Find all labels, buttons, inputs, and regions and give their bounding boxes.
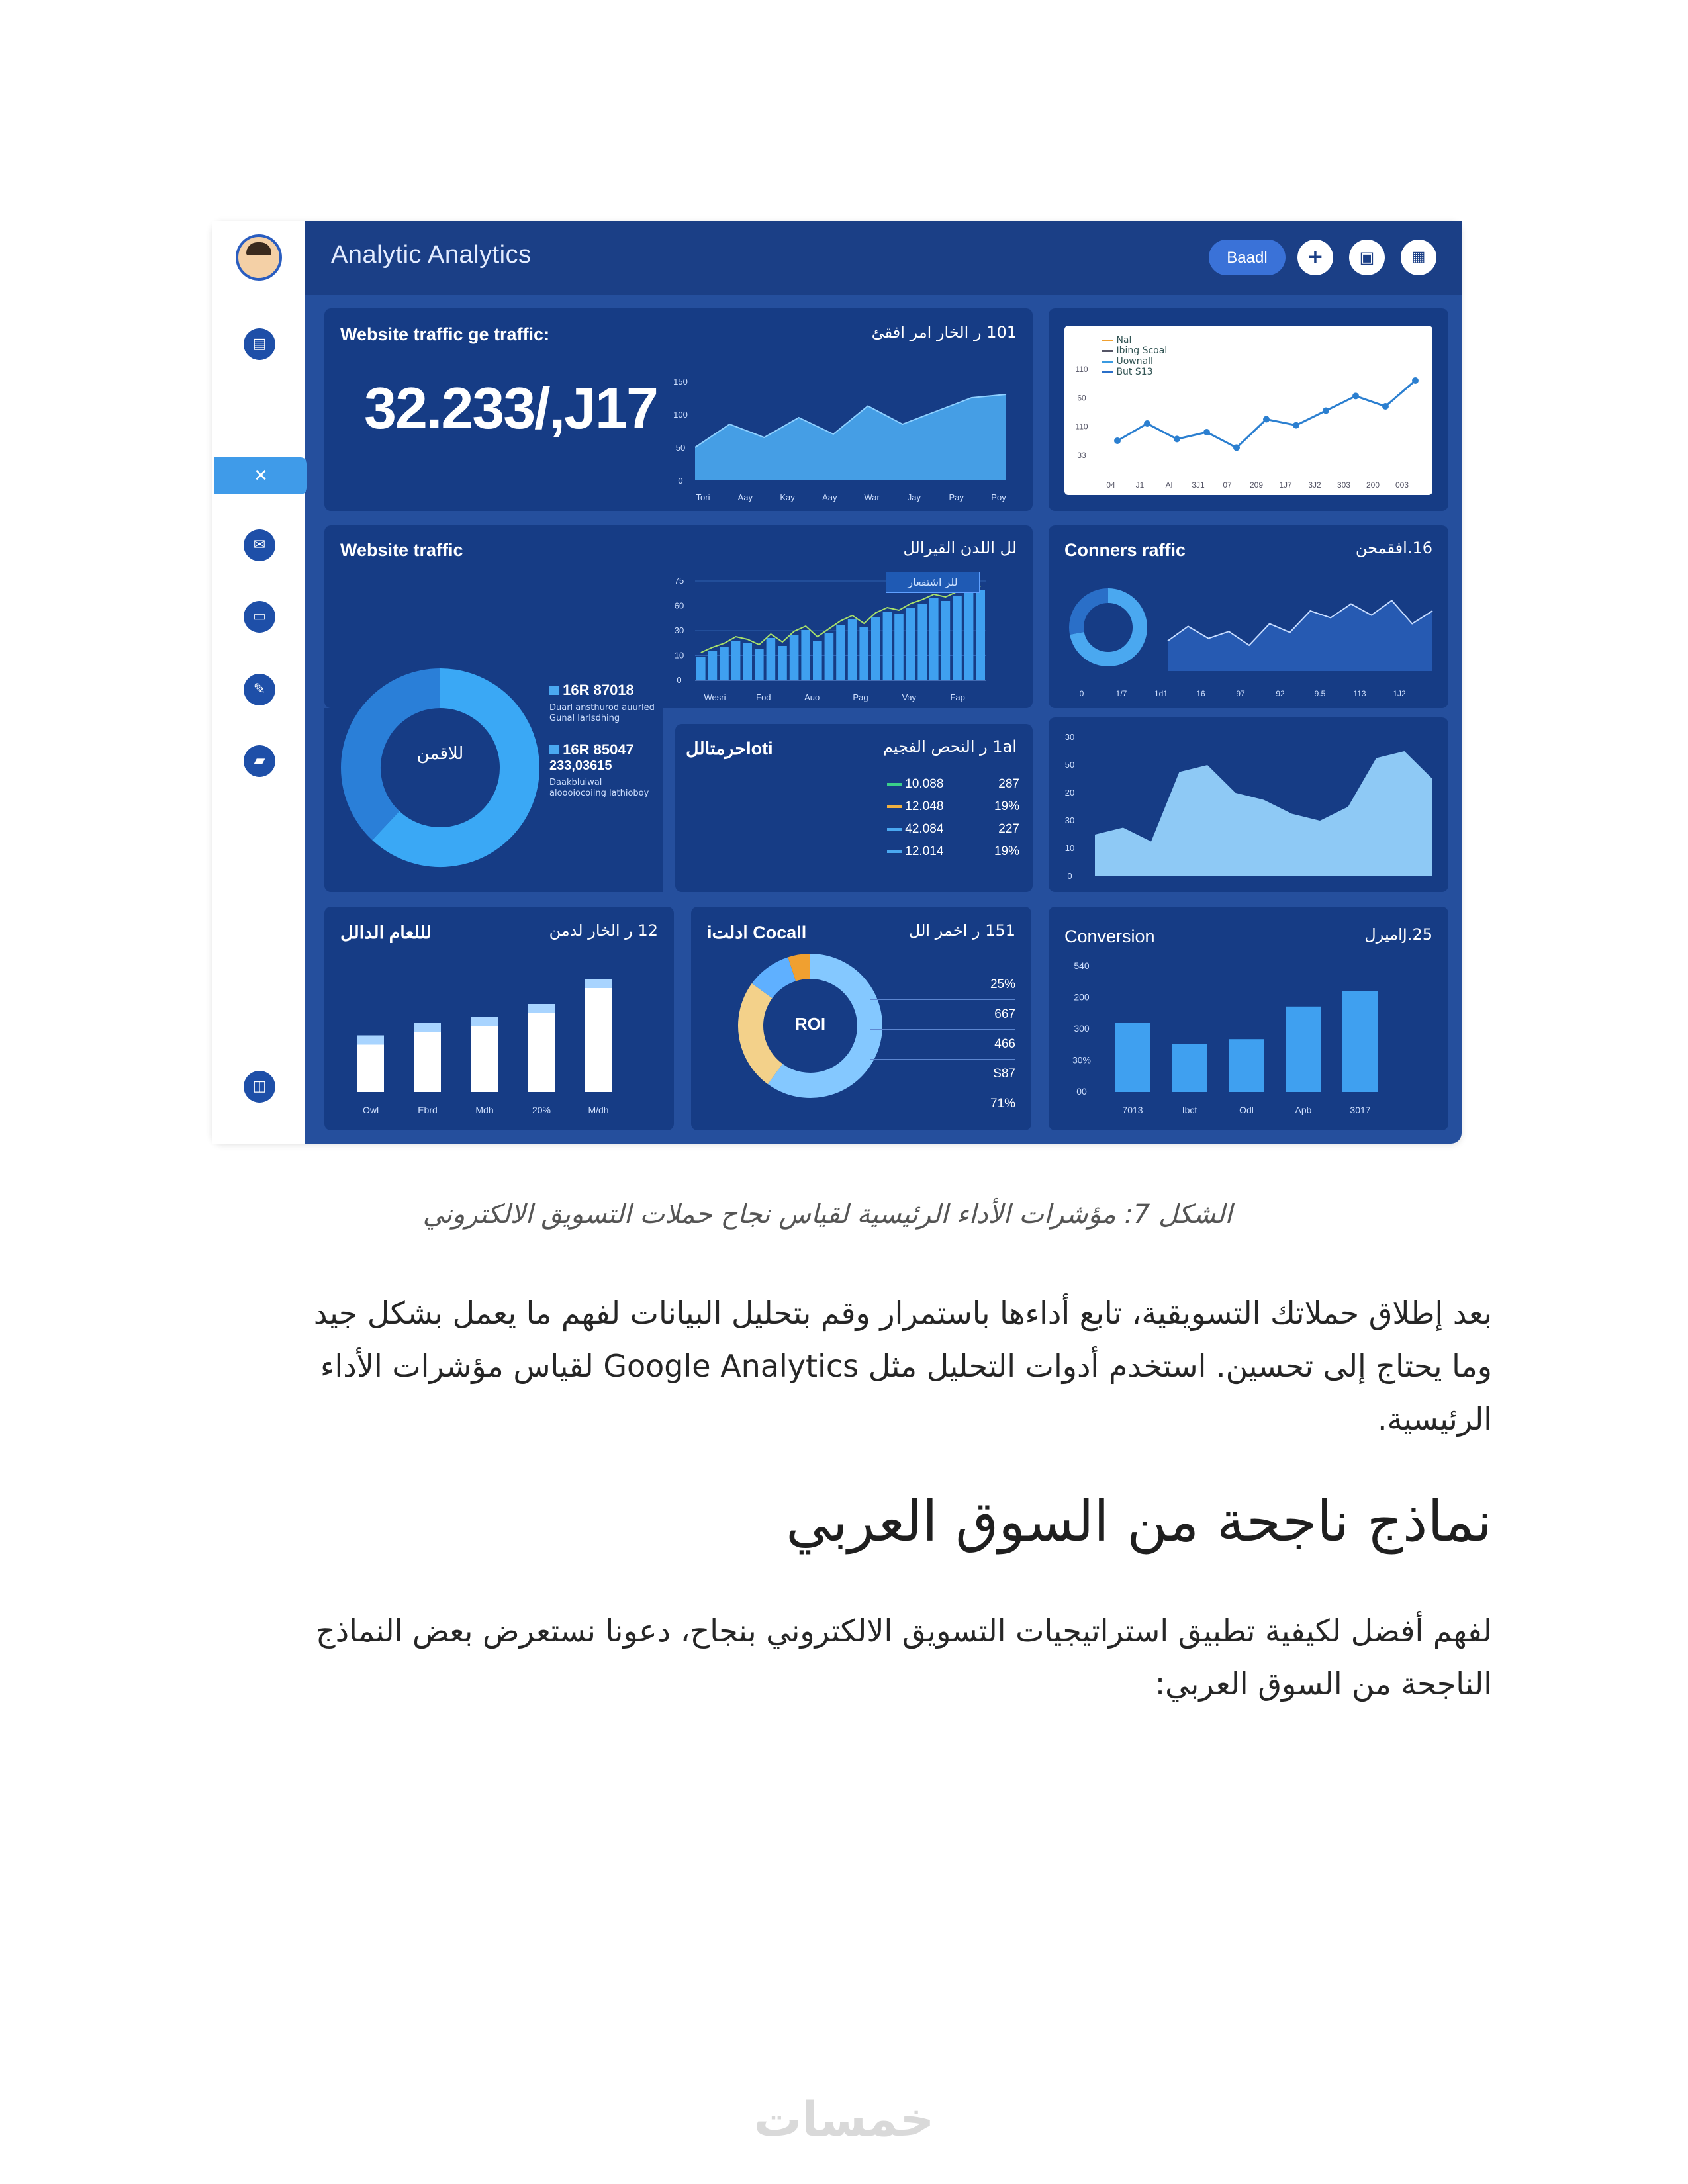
x-tick-label: 20% [532, 1105, 551, 1115]
donut-legend [549, 682, 655, 799]
card-title: Conversion [1064, 927, 1155, 946]
x-tick-label: 0 [1079, 689, 1084, 698]
legend-item: Ibing Scoal [1102, 345, 1167, 356]
card-title: Cocall ادلتi [707, 923, 807, 942]
card-title-secondary: J.25اميرل [1364, 925, 1432, 944]
area-fill [695, 394, 1006, 480]
bar [767, 638, 776, 680]
sidebar-header [212, 221, 305, 295]
y-tick-label: 0 [678, 476, 683, 486]
x-tick-label: 1J7 [1279, 480, 1292, 490]
x-tick-label: Jay [907, 492, 921, 502]
bar [917, 604, 927, 680]
grid-icon[interactable]: ▦ [1401, 240, 1436, 275]
bar [836, 625, 845, 680]
y-tick-label: 60 [674, 600, 684, 611]
data-point [1382, 403, 1389, 410]
x-tick-label: 1d1 [1154, 689, 1168, 698]
bar [1342, 991, 1378, 1092]
data-point [1203, 429, 1210, 435]
bar [696, 657, 706, 680]
paragraph-1 [195, 1287, 1492, 1445]
bar [941, 601, 951, 680]
legend-text: Daakbluiwal aloooiocoiing lathioboy [549, 778, 649, 798]
conversion-bar-chart [1055, 960, 1439, 1125]
footer-logo: خمسات [753, 2091, 935, 2147]
x-tick-label: Fap [950, 692, 965, 702]
bar [778, 646, 787, 680]
bar [894, 614, 904, 680]
y-tick-label: 60 [1077, 393, 1086, 403]
reports-icon[interactable]: ▤ [244, 328, 275, 360]
paragraph-2 [195, 1604, 1492, 1710]
x-tick-label: Wesri [704, 692, 726, 702]
white-chart-panel [1064, 326, 1432, 495]
legend-item: Nal [1102, 335, 1167, 345]
y-tick-label: 540 [1074, 960, 1090, 971]
bar [813, 641, 822, 680]
bar [743, 643, 752, 680]
area-fill [1168, 600, 1432, 671]
y-tick-label: 30% [1072, 1054, 1092, 1066]
mini-table [887, 773, 1019, 863]
avatar[interactable] [236, 234, 282, 281]
x-tick-label: Kay [780, 492, 795, 502]
data-point [1144, 420, 1150, 427]
donut-slice [792, 966, 810, 969]
figure-caption: الشكل 7: مؤشرات الأداء الرئيسية لقياس نجاح حملات التسويق الالكتروني [422, 1199, 1233, 1230]
x-tick-label: 200 [1366, 480, 1380, 490]
x-tick-label: Poy [991, 492, 1006, 502]
roi-center-label: ROI [794, 1014, 826, 1034]
card-website-traffic-donut [324, 682, 663, 892]
bar [801, 630, 810, 680]
bar-cap [471, 1017, 498, 1026]
total-traffic-value: 32.233/,J17 [364, 375, 657, 441]
card-title: Conners raffic [1064, 540, 1186, 560]
x-tick-label: 92 [1276, 689, 1285, 698]
card-title: لللعام الدالل [340, 923, 432, 942]
card-area-chart [1049, 717, 1448, 892]
x-tick-label: 113 [1353, 689, 1366, 698]
roi-value: 667 [870, 1000, 1015, 1030]
y-tick-label: 00 [1076, 1086, 1087, 1097]
y-tick-label: 10 [674, 650, 684, 660]
card-title-secondary: 101 ر الخار امر افقئ [871, 323, 1017, 341]
y-tick-label: 0 [677, 675, 682, 685]
x-tick-label: 303 [1336, 480, 1351, 490]
area-fill [1095, 751, 1432, 876]
bar [964, 593, 974, 680]
x-tick-label: Pay [949, 492, 964, 502]
y-tick-label: 20 [1064, 788, 1075, 797]
x-tick-label: Mdh [475, 1105, 494, 1115]
x-tick-label: Ibct [1182, 1105, 1197, 1115]
bar [953, 596, 962, 680]
x-tick-label: Pag [853, 692, 868, 702]
y-tick-label: 50 [1064, 760, 1075, 770]
bar [755, 649, 764, 680]
chat-icon[interactable]: ▣ [1349, 240, 1385, 275]
card-conversion-traffic [1049, 525, 1448, 708]
table-row: 12.048 19% [887, 796, 1019, 818]
table-row: 10.088 287 [887, 773, 1019, 796]
x-tick-label: 04 [1106, 480, 1115, 490]
card-traffic-top [324, 308, 1033, 511]
donut-center-label: للاقمن [416, 744, 464, 764]
section-heading: نماذج ناجحة من السوق العربي [786, 1489, 1492, 1554]
card-title-secondary: 12 ر الخار لدمن [549, 921, 658, 940]
bar [929, 598, 939, 680]
x-tick-label: 7013 [1122, 1105, 1143, 1115]
paragraph-line: لفهم أفضل لكيفية تطبيق استراتيجيات التسويق الالكتروني بنجاح، دعونا نستعرض بعض النماذج [315, 1613, 1492, 1649]
table-row: 12.014 19% [887, 841, 1019, 863]
legend-item: But S13 [1102, 367, 1167, 377]
y-tick-label: 0 [1067, 871, 1072, 881]
card-title-secondary: 1al ر النحص الفجيم [882, 737, 1017, 756]
folder-icon[interactable]: ▰ [244, 745, 275, 777]
paragraph-line: الرئيسية. [1377, 1401, 1492, 1437]
bar [976, 590, 985, 680]
legend-item: Uownall [1102, 356, 1167, 367]
x-tick-label: Aay [737, 492, 753, 502]
data-point [1412, 377, 1419, 384]
x-tick-label: 3J2 [1308, 480, 1321, 490]
x-tick-label: Fod [756, 692, 771, 702]
plus-icon[interactable]: + [1297, 240, 1333, 275]
card-title-secondary: 16.افقمحن [1355, 539, 1432, 557]
donut-slice [751, 991, 775, 1074]
card-title: Website traffic [340, 540, 463, 560]
x-tick-label: 3017 [1350, 1105, 1371, 1115]
roi-value: 71% [990, 1097, 1015, 1111]
roi-value: 25% [870, 970, 1015, 1000]
legend-line-chart [1064, 365, 1432, 495]
x-tick-label: 16 [1196, 689, 1205, 698]
y-tick-label: 33 [1077, 451, 1086, 460]
paragraph-line: بعد إطلاق حملاتك التسويقية، تابع أداءها باستمرار وقم بتحليل البيانات لفهم ما يعمل بشكل جيد [313, 1295, 1492, 1331]
bar [731, 641, 741, 680]
bar [1115, 1023, 1150, 1093]
y-tick-label: 50 [675, 443, 686, 453]
bar [790, 635, 799, 680]
table-row: 42.084 227 [887, 818, 1019, 841]
y-tick-label: 110 [1075, 422, 1088, 432]
card-mini-table [675, 724, 1033, 892]
x-tick-label: 1/7 [1115, 689, 1127, 698]
card-title-secondary: 151 ر اخمر الل [908, 921, 1015, 940]
bar [848, 619, 857, 680]
y-tick-label: 10 [1064, 843, 1075, 853]
data-point [1114, 437, 1121, 444]
x-tick-label: Al [1165, 480, 1173, 490]
bar [1286, 1007, 1321, 1092]
right-area-chart [1055, 731, 1439, 889]
card-title-secondary: لل اللدن القيرالل [903, 539, 1017, 557]
conversion-area-chart [1075, 578, 1439, 704]
traffic-donut-chart [331, 655, 549, 874]
x-tick-label: Auo [804, 692, 820, 702]
bar [859, 627, 868, 680]
bar-cap [585, 979, 612, 988]
x-tick-label: 3J1 [1192, 480, 1205, 490]
data-point [1233, 444, 1240, 451]
y-tick-label: 30 [1064, 815, 1075, 825]
paragraph-line: وما يحتاج إلى تحسين. استخدم أدوات التحليل مثل Google Analytics لقياس مؤشرات الأداء [320, 1348, 1492, 1384]
calendar-icon[interactable]: ▭ [244, 601, 275, 633]
roi-value: 466 [870, 1030, 1015, 1060]
legend-value: 16R 87018 [549, 682, 655, 699]
x-tick-label: Aay [822, 492, 837, 502]
legend-value: 16R 85047 [549, 741, 655, 758]
roi-values [870, 970, 1015, 1118]
series-line [1117, 381, 1415, 447]
bottom-left-bar-chart [338, 960, 662, 1125]
card-bottom-left [324, 907, 674, 1130]
bar [1172, 1044, 1207, 1092]
mini-bar-chart [682, 770, 854, 889]
x-tick-label: War [864, 492, 880, 502]
y-tick-label: 100 [673, 410, 688, 420]
mail-icon[interactable]: ✉ [244, 529, 275, 561]
data-point [1293, 422, 1299, 429]
bar [825, 633, 834, 680]
bar [906, 608, 915, 680]
x-tick-label: 97 [1236, 689, 1245, 698]
app-title: Analytic Analytics [331, 241, 532, 269]
x-tick-label: Odl [1239, 1105, 1254, 1115]
bar [471, 1017, 498, 1092]
data-point [1263, 416, 1270, 423]
tools-icon[interactable]: ✕ [214, 457, 307, 494]
bar [720, 647, 729, 680]
x-tick-label: 209 [1249, 480, 1264, 490]
sidebar [212, 295, 305, 1144]
x-tick-label: 1J2 [1393, 689, 1406, 698]
x-tick-label: Owl [362, 1105, 379, 1115]
card-roi [691, 907, 1031, 1130]
data-point [1352, 392, 1359, 399]
legend-subvalue: 233,03615 [549, 758, 612, 773]
card-legend-chart [1049, 308, 1448, 511]
y-tick-label: 200 [1074, 991, 1090, 1003]
x-tick-label: 07 [1223, 480, 1232, 490]
bar-cap [357, 1036, 384, 1045]
bar [883, 612, 892, 680]
card-title: Website traffic ge traffic: [340, 324, 550, 344]
bar-cap [528, 1004, 555, 1013]
y-tick-label: 300 [1074, 1023, 1090, 1034]
data-point [1174, 435, 1180, 442]
bar [528, 1004, 555, 1092]
bar [708, 651, 718, 680]
x-tick-label: Vay [902, 692, 917, 702]
book-icon[interactable]: ◫ [244, 1071, 275, 1103]
bar [585, 979, 612, 1092]
y-tick-label: 30 [674, 625, 684, 635]
x-tick-label: J1 [1135, 480, 1145, 490]
top-action-button[interactable]: Baadl [1209, 240, 1286, 275]
card-title: lotiحرمتالل [686, 739, 773, 758]
bar [1229, 1039, 1264, 1092]
x-tick-label: Tori [696, 492, 710, 502]
bar [414, 1023, 441, 1093]
y-tick-label: 30 [1064, 732, 1075, 742]
data-point [1323, 408, 1329, 414]
x-tick-label: Apb [1295, 1105, 1312, 1115]
x-tick-label: 9.5 [1314, 689, 1326, 698]
roi-value: S87 [870, 1060, 1015, 1089]
x-tick-label: Ebrd [418, 1105, 438, 1115]
paragraph-line: الناجحة من السوق العربي: [1154, 1666, 1492, 1702]
legend-text: Duarl ansthurod auurled Gunal larlsdhing [549, 703, 655, 723]
wrench-icon[interactable]: ✎ [244, 674, 275, 705]
y-tick-label: 150 [673, 377, 688, 387]
bar [871, 617, 880, 680]
chart-tooltip: للر اشتقعار [886, 572, 980, 593]
y-tick-label: 110 [1075, 365, 1088, 374]
dashboard-figure [212, 221, 1462, 1144]
x-tick-label: M/dh [588, 1105, 609, 1115]
x-tick-label: 003 [1395, 480, 1409, 490]
traffic-area-chart [669, 368, 1013, 507]
card-conversion [1049, 907, 1448, 1130]
bar-cap [414, 1023, 441, 1032]
donut-slice [762, 969, 792, 991]
y-tick-label: 75 [674, 576, 684, 586]
